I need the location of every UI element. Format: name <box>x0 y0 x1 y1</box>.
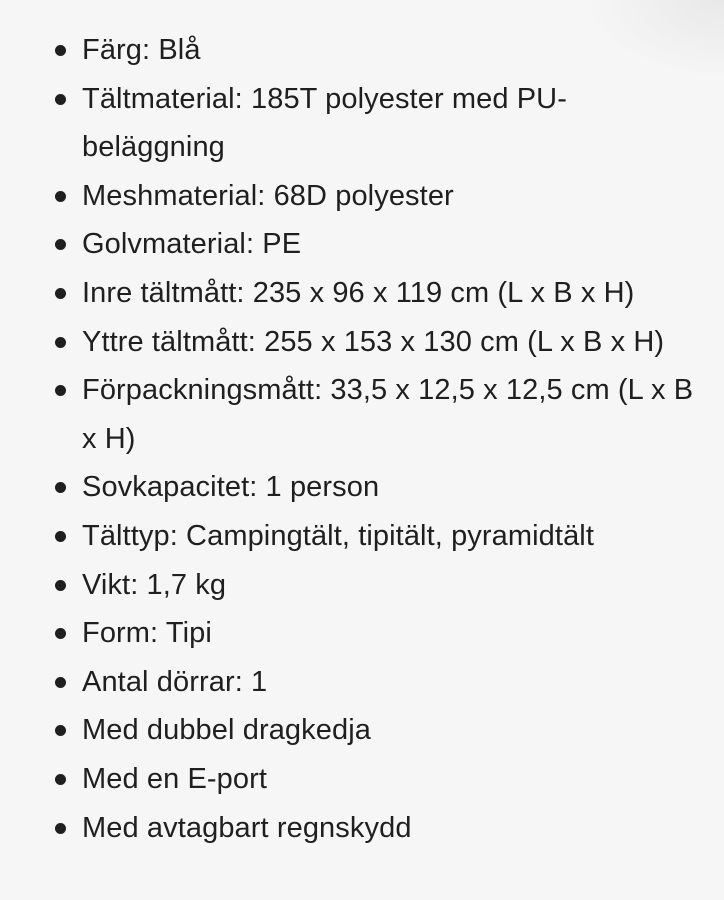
spec-text: Tältmaterial: 185T polyester med PU-beläggning <box>82 82 567 164</box>
spec-text: Med en E-port <box>82 762 268 795</box>
bullet-icon <box>55 191 66 202</box>
spec-floor-material <box>0 220 724 269</box>
bullet-icon <box>55 482 66 493</box>
spec-weight <box>0 561 724 610</box>
spec-text: Antal dörrar: 1 <box>82 665 268 698</box>
spec-inner-dimensions <box>0 269 724 318</box>
spec-door-count <box>0 658 724 707</box>
spec-text: Sovkapacitet: 1 person <box>82 471 380 504</box>
spec-sleeping-capacity <box>0 463 724 512</box>
bullet-icon <box>55 94 66 105</box>
spec-package-dimensions <box>0 366 724 463</box>
spec-e-port <box>0 755 724 804</box>
bullet-icon <box>55 45 66 56</box>
bullet-icon <box>55 823 66 834</box>
spec-text: Golvmaterial: PE <box>82 228 302 261</box>
bullet-icon <box>55 725 66 736</box>
spec-tent-material <box>0 75 724 172</box>
spec-text: Tälttyp: Campingtält, tipitält, pyramidtält <box>82 519 594 552</box>
bullet-icon <box>55 385 66 396</box>
spec-rain-cover <box>0 804 724 853</box>
spec-outer-dimensions <box>0 318 724 367</box>
bullet-icon <box>55 580 66 591</box>
spec-text: Inre tältmått: 235 x 96 x 119 cm (L x B x H) <box>82 276 635 309</box>
bullet-icon <box>55 677 66 688</box>
spec-text: Vikt: 1,7 kg <box>82 568 227 601</box>
bullet-icon <box>55 774 66 785</box>
spec-text: Yttre tältmått: 255 x 153 x 130 cm (L x B x H) <box>82 325 665 358</box>
spec-text: Färg: Blå <box>82 34 201 66</box>
bullet-icon <box>55 239 66 250</box>
spec-double-zipper <box>0 706 724 755</box>
spec-tent-type <box>0 512 724 561</box>
spec-color <box>0 26 724 75</box>
spec-text: Förpackningsmått: 33,5 x 12,5 x 12,5 cm (L x B x H) <box>82 374 694 455</box>
spec-text: Med dubbel dragkedja <box>82 714 371 747</box>
bullet-icon <box>55 531 66 542</box>
bullet-icon <box>55 628 66 639</box>
spec-mesh-material <box>0 172 724 221</box>
bullet-icon <box>55 337 66 348</box>
spec-text: Meshmaterial: 68D polyester <box>82 179 454 212</box>
spec-shape <box>0 609 724 658</box>
bullet-icon <box>55 288 66 299</box>
spec-text: Form: Tipi <box>82 617 212 650</box>
spec-text: Med avtagbart regnskydd <box>82 811 412 844</box>
